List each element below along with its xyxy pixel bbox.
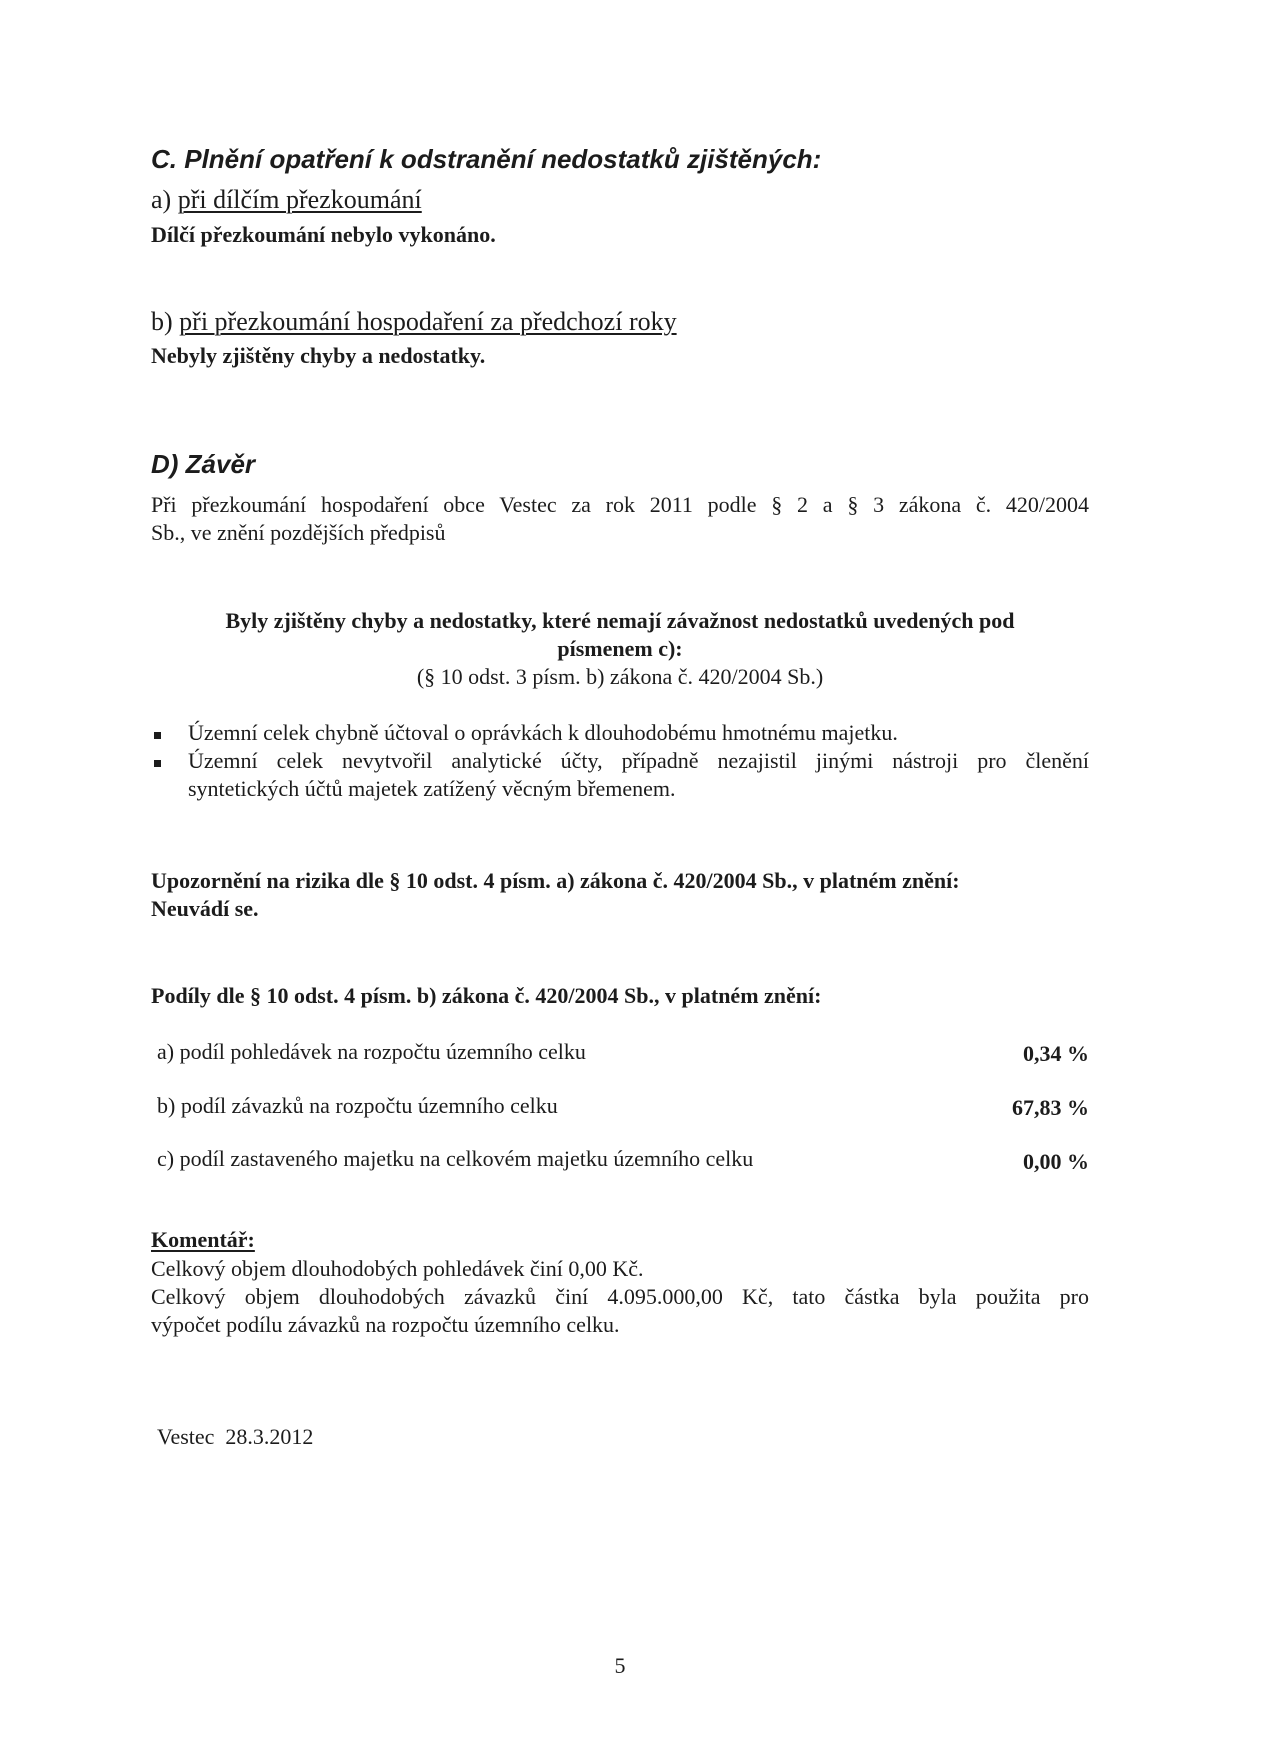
subsection-b-text: Nebyly zjištěny chyby a nedostatky. [151,343,486,368]
conclusion-intro-line2: Sb., ve znění pozdějších předpisů [151,520,446,545]
finding-line1: Byly zjištěny chyby a nedostatky, které nemají závažnost nedostatků uvedených pod [225,608,1015,633]
comment-heading: Komentář: [151,1227,255,1252]
section-d-heading: D) Závěr [151,449,256,479]
page-number: 5 [614,1653,626,1678]
conclusion-intro-line1: Při přezkoumání hospodaření obce Vestec za rok 2011 podle § 2 a § 3 zákona č. 420/2004 [151,492,1089,517]
finding-reference: (§ 10 odst. 3 písm. b) zákona č. 420/2004 Sb.) [416,664,824,689]
bullet-marker [154,732,161,739]
section-c-heading: C. Plnění opatření k odstranění nedostatků zjištěných: [151,144,822,174]
share-row-value: 67,83 % [1012,1095,1089,1120]
shares-heading: Podíly dle § 10 odst. 4 písm. b) zákona č. 420/2004 Sb., v platném znění: [151,983,822,1008]
subsection-a-heading [151,185,422,215]
share-row-label: a) podíl pohledávek na rozpočtu územního celku [157,1039,586,1064]
subsection-a-text: Dílčí přezkoumání nebylo vykonáno. [151,222,496,247]
comment-line1: Celkový objem dlouhodobých pohledávek činí 0,00 Kč. [151,1256,644,1281]
finding-line2: písmenem c): [557,636,683,661]
bullet-item-2-line1: Územní celek nevytvořil analytické účty, případně nezajistil jinými nástroji pro členění [188,748,1089,773]
share-row-value: 0,00 % [1023,1149,1089,1174]
bullet-marker [154,760,161,767]
bullet-item-2-line2: syntetických účtů majetek zatížený věcným břemenem. [188,776,676,801]
share-row-label: b) podíl závazků na rozpočtu územního celku [157,1093,558,1118]
subsection-b-title: při přezkoumání hospodaření za předchozí roky [179,307,677,336]
subsection-b-heading [151,307,677,337]
subsection-b-label: b) [151,307,180,336]
comment-line2: Celkový objem dlouhodobých závazků činí 4.095.000,00 Kč, tato částka byla použita pro [151,1284,1089,1309]
bullet-item-1: Územní celek chybně účtoval o oprávkách k dlouhodobému hmotnému majetku. [188,720,898,745]
comment-line3: výpočet podílu závazků na rozpočtu územního celku. [151,1312,620,1337]
risks-text: Neuvádí se. [151,896,259,921]
risks-heading: Upozornění na rizika dle § 10 odst. 4 písm. a) zákona č. 420/2004 Sb., v platném znění: [151,868,960,893]
share-row-label: c) podíl zastaveného majetku na celkovém majetku územního celku [157,1146,754,1171]
place-and-date: Vestec 28.3.2012 [157,1424,314,1449]
subsection-a-label: a) [151,185,178,214]
share-row-value: 0,34 % [1023,1041,1089,1066]
subsection-a-title: při dílčím přezkoumání [177,185,422,214]
